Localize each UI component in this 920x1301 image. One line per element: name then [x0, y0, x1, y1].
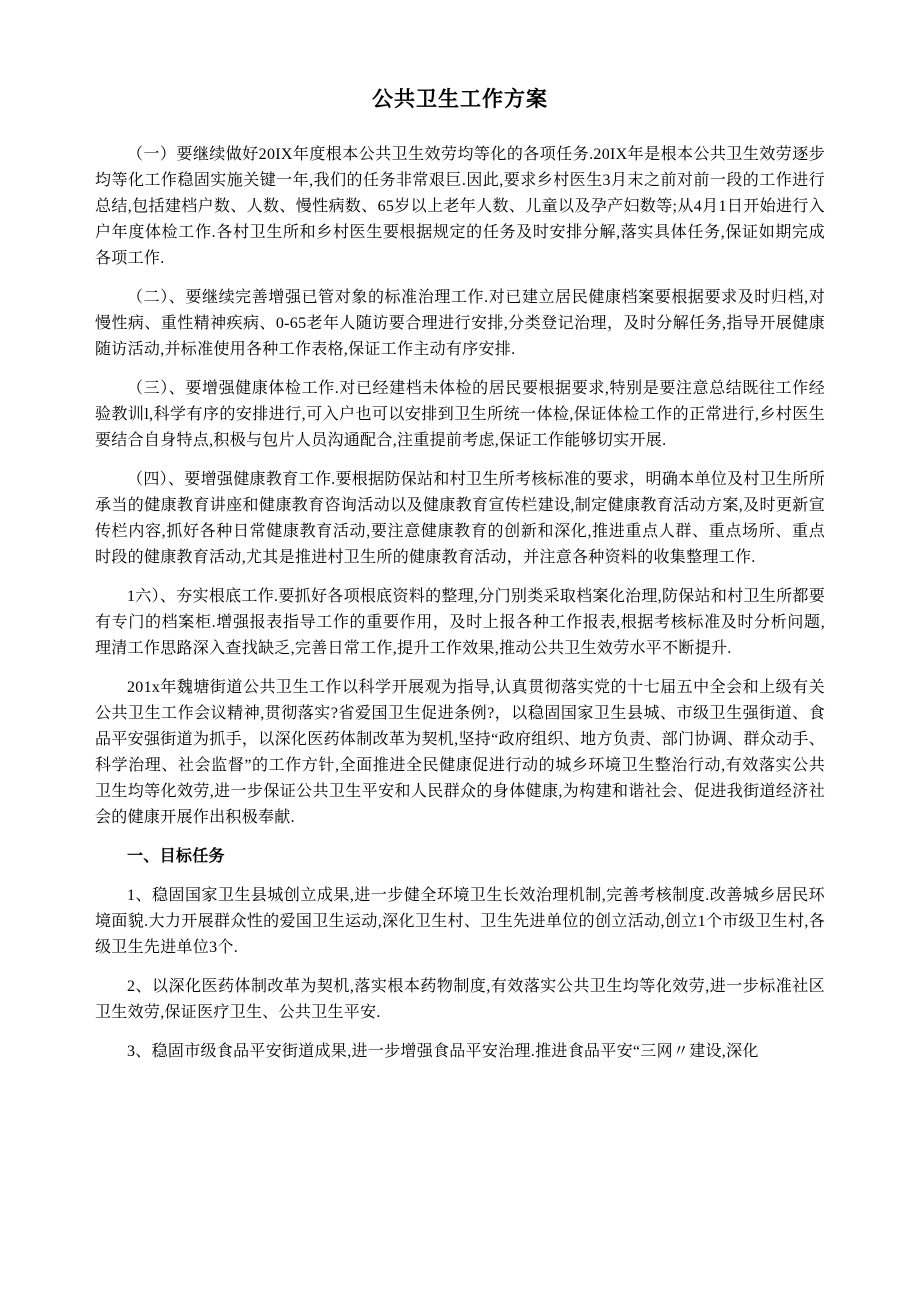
paragraph-task-2: （二）、要继续完善增强已管对象的标准治理工作.对已建立居民健康档案要根据要求及时归档,对慢性病、重性精神疾病、0-65老年人随访要合理进行安排,分类登记治理，及时分解任务,指导开展健康随访活动,并标准使用各种工作表格,保证工作主动有序安排. [95, 289, 825, 358]
document-title: 公共卫生工作方案 [372, 87, 548, 111]
paragraph-goal-3: 3、稳固市级食品平安街道成果,进一步增强食品平安治理.推进食品平安“三网〃建设,深化 [127, 1043, 759, 1060]
paragraph-task-4: （四）、要增强健康教育工作.要根据防保站和村卫生所考核标准的要求，明确本单位及村卫生所所承当的健康教育讲座和健康教育咨询活动以及健康教育宣传栏建设,制定健康教育活动方案,及时更新宣传栏内容,抓好各种日常健康教育活动,要注意健康教育的创新和深化,推进重点人群、重点场所、重点时段的健康教育活动,尤其是推进村卫生所的健康教育活动，并注意各种资料的收集整理工作. [95, 471, 825, 566]
section-heading-goals: 一、目标任务 [127, 848, 225, 865]
paragraph-task-1: （一）要继续做好20IX年度根本公共卫生效劳均等化的各项任务.20IX年是根本公共卫生效劳逐步均等化工作稳固实施关键一年,我们的任务非常艰巨.因此,要求乡村医生3月末之前对前一段的工作进行总结,包括建档户数、人数、慢性病数、65岁以上老年人数、儿童以及孕产妇数等;从4月1日开始进行入户年度体检工作.各村卫生所和乡村医生要根据规定的任务及时安排分解,落实具体任务,保证如期完成各项工作. [95, 146, 825, 267]
paragraph-task-6: 1六）、夯实根底工作.要抓好各项根底资料的整理,分门别类采取档案化治理,防保站和村卫生所都要有专门的档案柜.增强报表指导工作的重要作用，及时上报各种工作报表,根据考核标准及时分析问题,理清工作思路深入查找缺乏,完善日常工作,提升工作效果,推动公共卫生效劳水平不断提升. [95, 588, 825, 657]
paragraph-guiding-principles: 201x年魏塘街道公共卫生工作以科学开展观为指导,认真贯彻落实党的十七届五中全会和上级有关公共卫生工作会议精神,贯彻落实?省爱国卫生促进条例?，以稳固国家卫生县城、市级卫生强街道、食品平安强街道为抓手，以深化医药体制改革为契机,坚持“政府组织、地方负责、部门协调、群众动手、科学治理、社会监督”的工作方针,全面推进全民健康促进行动的城乡环境卫生整治行动,有效落实公共卫生均等化效劳,进一步保证公共卫生平安和人民群众的身体健康,为构建和谐社会、促进我街道经济社会的健康开展作出积极奉献. [95, 679, 825, 826]
paragraph-task-3: （三）、要增强健康体检工作.对已经建档未体检的居民要根据要求,特别是要注意总结既往工作经验教训l,科学有序的安排进行,可入户也可以安排到卫生所统一体检,保证体检工作的正常进行,乡村医生要结合自身特点,积极与包片人员沟通配合,注重提前考虑,保证工作能够切实开展. [95, 380, 825, 449]
paragraph-goal-2: 2、以深化医药体制改革为契机,落实根本药物制度,有效落实公共卫生均等化效劳,进一步标准社区卫生效劳,保证医疗卫生、公共卫生平安. [95, 978, 825, 1021]
paragraph-goal-1: 1、稳固国家卫生县城创立成果,进一步健全环境卫生长效治理机制,完善考核制度.改善城乡居民环境面貌.大力开展群众性的爱国卫生运动,深化卫生村、卫生先进单位的创立活动,创立1个市级卫生村,各级卫生先进单位3个. [95, 887, 825, 956]
